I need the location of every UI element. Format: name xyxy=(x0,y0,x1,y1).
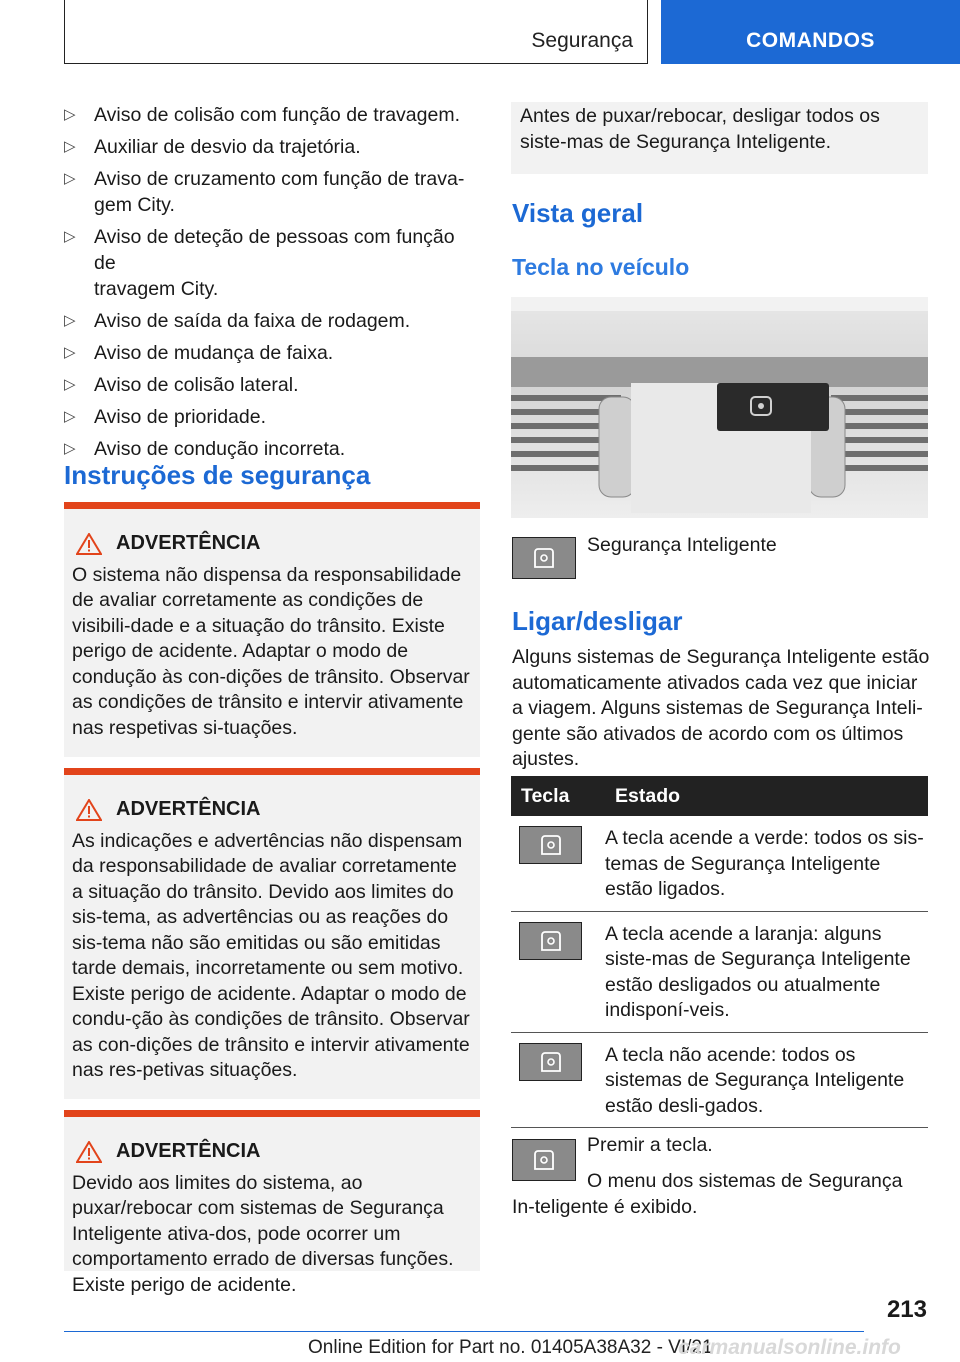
list-item: ▷ Aviso de saída da faixa de rodagem. xyxy=(64,310,411,332)
list-item: ▷ Aviso de colisão lateral. xyxy=(64,374,299,396)
on-off-heading: Ligar/desligar xyxy=(512,606,683,636)
warning-text: Devido aos limites do sistema, ao puxar/rebocar com sistemas de Segurança Inteligente ativa-dos, pode ocorrer um comportamento errado de diversas funções. Existe perigo de acidente. xyxy=(72,1171,454,1296)
bullet-triangle-icon: ▷ xyxy=(64,440,76,457)
table-header-button: Tecla xyxy=(511,776,605,816)
list-item: ▷ Aviso de condução incorreta. xyxy=(64,438,346,460)
safety-instructions-heading: Instruções de segurança xyxy=(64,460,371,490)
table-cell-state: A tecla acende a laranja: alguns siste-mas de Segurança Inteligente estão desligados ou atualmente indisponí-veis. xyxy=(605,911,928,1032)
warning-text: O sistema não dispensa da responsabilidade de avaliar corretamente as condições de visibili-dade e a situação do trânsito. Existe perigo de acidente. Adaptar o modo de condução às con-dições de trânsito. Observar as condições de trânsito e intervir ativamente nas respetivas si-tuações. xyxy=(72,563,470,739)
header-chapter-tab[interactable]: COMANDOS xyxy=(661,0,960,64)
warning-triangle-icon xyxy=(76,799,102,821)
bullet-triangle-icon: ▷ xyxy=(64,312,76,329)
footer-watermark-logo[interactable]: carmanualsonline.info xyxy=(678,1336,901,1359)
bullet-triangle-icon: ▷ xyxy=(64,138,76,155)
warning-box xyxy=(64,502,480,757)
table-row xyxy=(511,816,928,911)
intelligent-safety-button-image xyxy=(519,826,582,864)
list-item: ▷ Aviso de deteção de pessoas com função de travagem City. xyxy=(64,226,455,300)
list-item: ▷ Aviso de cruzamento com função de trava- gem City. xyxy=(64,168,465,216)
intelligent-safety-icon xyxy=(534,1149,554,1171)
table-row xyxy=(511,911,928,1032)
footer-edition-text: Online Edition for Part no. 01405A38A32 - VI/21 xyxy=(308,1337,713,1358)
table-cell-state: A tecla não acende: todos os sistemas de Segurança Inteligente estão desli-gados. xyxy=(605,1032,928,1128)
warning-triangle-icon xyxy=(76,1141,102,1163)
warning-triangle-icon xyxy=(76,533,102,555)
warning-text: As indicações e advertências não dispensam da responsabilidade de avaliar corretamente a situação do trânsito. Devido aos limites do sis-tema, as advertências ou as reações do sis-tema não são emitidas ou são emitidas tarde demais, incorretamente ou sem motivo. Existe perigo de acidente. Adaptar o modo de condu-ção às condições de trânsito. Observar as con-dições de trânsito e intervir ativamente nas res-petivas situações. xyxy=(72,829,470,1081)
press-button-step: Premir a tecla. xyxy=(587,1134,713,1156)
warning-title: ADVERTÊNCIA xyxy=(116,1140,261,1162)
list-item: ▷ Aviso de prioridade. xyxy=(64,406,266,428)
bullet-triangle-icon: ▷ xyxy=(64,106,76,123)
warning-box xyxy=(64,768,480,1099)
towing-note: Antes de puxar/rebocar, desligar todos os siste-mas de Segurança Inteligente. xyxy=(511,102,928,174)
function-bullet-list xyxy=(64,102,479,468)
list-item: ▷ Aviso de mudança de faixa. xyxy=(64,342,334,364)
bullet-triangle-icon: ▷ xyxy=(64,376,76,393)
intelligent-safety-icon xyxy=(541,930,561,952)
bullet-triangle-icon: ▷ xyxy=(64,344,76,361)
header-section-title: Segurança xyxy=(531,29,633,52)
table-header-state: Estado xyxy=(605,776,928,816)
table-row xyxy=(511,1032,928,1128)
intelligent-safety-button-image xyxy=(512,537,576,579)
intelligent-safety-button-image xyxy=(519,922,582,960)
overview-heading: Vista geral xyxy=(512,198,644,228)
bullet-triangle-icon: ▷ xyxy=(64,170,76,187)
warning-box xyxy=(64,1110,480,1296)
intelligent-safety-button-image xyxy=(519,1043,582,1081)
table-cell-state: A tecla acende a verde: todos os sis-temas de Segurança Inteligente estão ligados. xyxy=(605,816,928,911)
warning-title: ADVERTÊNCIA xyxy=(116,798,261,820)
page-number: 213 xyxy=(886,1296,927,1323)
bullet-triangle-icon: ▷ xyxy=(64,228,76,245)
header-section-box xyxy=(64,0,648,64)
on-off-paragraph: Alguns sistemas de Segurança Inteligente estão automaticamente ativados cada vez que iniciar a viagem. Alguns sistemas de Segurança Inteli-gente são ativados de acordo com os últimos ajustes. xyxy=(512,646,930,770)
bullet-triangle-icon: ▷ xyxy=(64,408,76,425)
warning-title: ADVERTÊNCIA xyxy=(116,532,261,554)
button-state-table xyxy=(511,776,928,1128)
press-button-result: O menu dos sistemas de Segurança In-teligente é exibido. xyxy=(512,1170,903,1218)
vehicle-button-heading: Tecla no veículo xyxy=(512,254,690,280)
vehicle-button-photo xyxy=(511,297,928,518)
intelligent-safety-icon xyxy=(534,547,554,569)
intelligent-safety-icon xyxy=(541,1051,561,1073)
list-item: ▷ Auxiliar de desvio da trajetória. xyxy=(64,136,361,158)
intelligent-safety-icon xyxy=(541,834,561,856)
photo-legend-label: Segurança Inteligente xyxy=(587,534,777,556)
list-item: ▷ Aviso de colisão com função de travagem. xyxy=(64,104,461,126)
footer-divider xyxy=(64,1331,864,1332)
